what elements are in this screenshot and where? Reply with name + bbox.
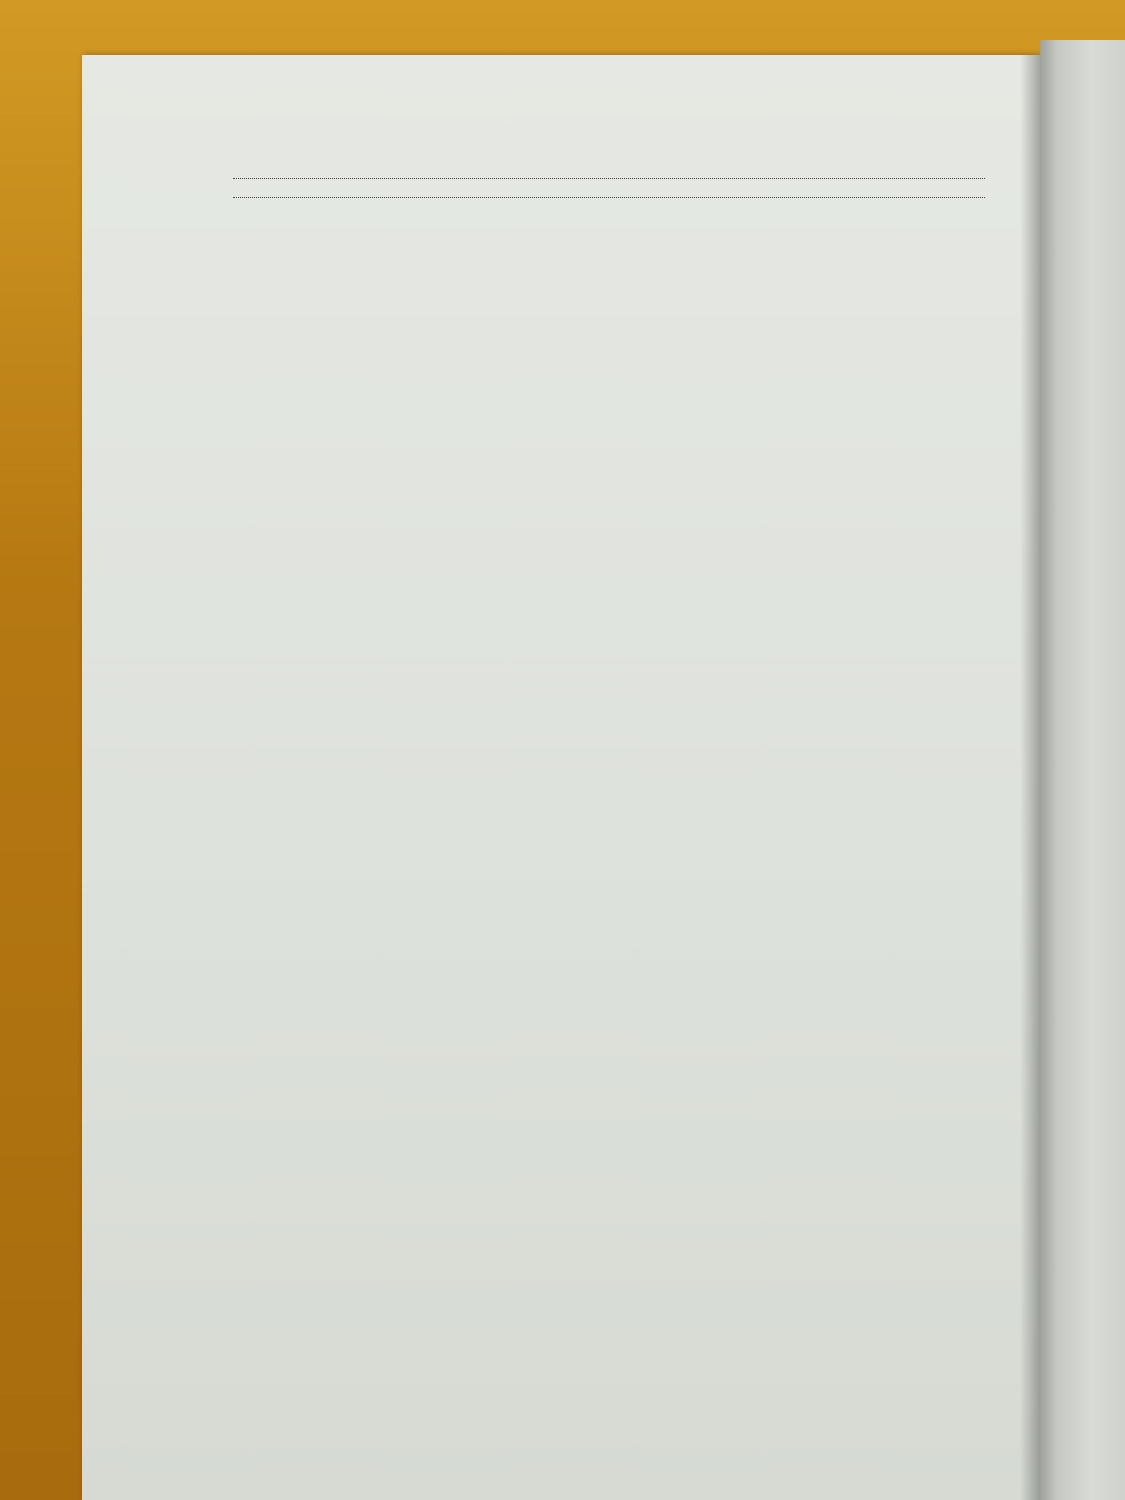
toc-section-preface <box>229 178 989 183</box>
right-page-text <box>1042 131 1125 140</box>
book-gutter-shadow <box>1020 55 1040 1500</box>
leader-dots <box>233 197 985 198</box>
toc-section-documents <box>229 197 989 202</box>
book-page-right <box>1040 40 1125 1500</box>
book-page-left <box>82 55 1040 1500</box>
leader-dots <box>233 178 985 179</box>
